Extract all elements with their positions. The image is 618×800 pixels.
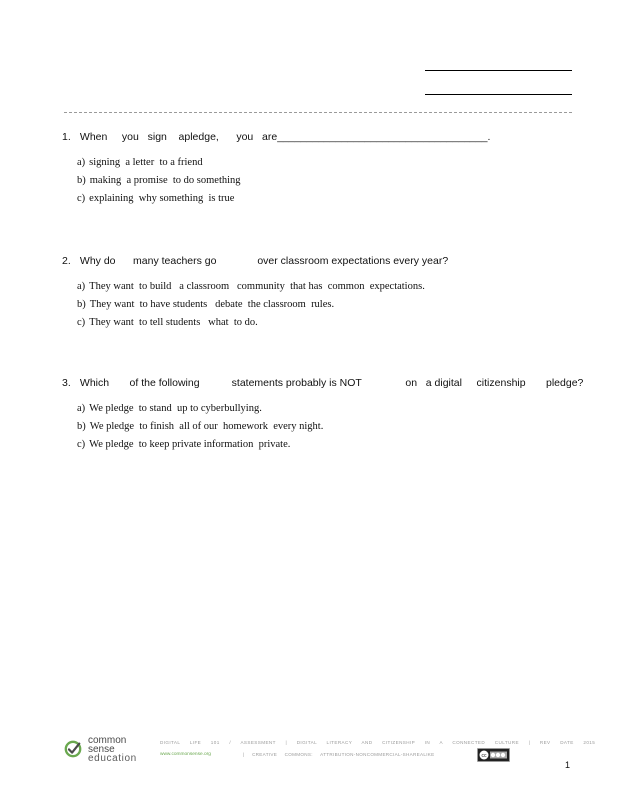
question-text: Which of the following statements probably is NOT on a digital citizenship pledge? (79, 377, 584, 389)
option-letter: c) (77, 317, 86, 328)
option-b[interactable] (77, 420, 582, 438)
option-letter: c) (77, 439, 86, 450)
option-letter: c) (77, 193, 86, 204)
checkmark-logo-icon (64, 740, 82, 758)
option-text: making a promise to do something (89, 175, 241, 186)
logo-line-2: sense (88, 744, 115, 755)
option-letter: a) (77, 281, 86, 292)
question-end: . (487, 131, 491, 143)
svg-text:cc: cc (481, 753, 487, 759)
option-letter: b) (77, 421, 86, 432)
page-number: 1 (565, 760, 571, 770)
option-text: We pledge to keep private information private. (89, 439, 291, 450)
option-b[interactable] (77, 298, 582, 316)
answer-blank[interactable]: ____________________________________ (277, 131, 488, 143)
footer-course-info: DIGITAL LIFE 101 / ASSESSMENT | DIGITAL LITERACY AND CITIZENSHIP IN A CONNECTED CULTURE | REV DATE 2015 (160, 740, 596, 745)
footer-license-text: | CREATIVE COMMONS: ATTRIBUTION-NONCOMMERCIAL-SHAREALIKE (243, 752, 435, 757)
question-heading (62, 130, 582, 144)
question-text: When you sign apledge, you are (79, 131, 278, 143)
option-text: signing a letter to a friend (89, 157, 203, 168)
question-number: 1. (62, 131, 71, 143)
question-1 (62, 130, 582, 210)
option-a[interactable] (77, 156, 582, 174)
footer-url-link[interactable]: www.commonsense.org (160, 752, 211, 757)
page-footer (0, 730, 618, 800)
question-number: 2. (62, 255, 71, 267)
creative-commons-icon (477, 748, 510, 762)
option-letter: b) (77, 299, 86, 310)
question-3 (62, 376, 582, 456)
question-2 (62, 254, 582, 334)
option-text: They want to tell students what to do. (89, 317, 258, 328)
option-text: They want to build a classroom community that has common expectations. (89, 281, 425, 292)
option-text: We pledge to finish all of our homework every night. (89, 421, 324, 432)
option-text: They want to have students debate the classroom rules. (89, 299, 335, 310)
option-c[interactable] (77, 316, 582, 334)
option-letter: b) (77, 175, 86, 186)
question-heading (62, 376, 582, 390)
question-number: 3. (62, 377, 71, 389)
logo-wordmark (88, 736, 137, 763)
option-letter: a) (77, 403, 86, 414)
option-letter: a) (77, 157, 86, 168)
answer-options (77, 280, 582, 334)
question-heading (62, 254, 582, 268)
option-a[interactable] (77, 280, 582, 298)
logo-line-3: education (88, 753, 137, 764)
dashed-separator (64, 112, 572, 113)
logo-line-1: common (88, 735, 127, 746)
date-line (425, 94, 572, 95)
answer-options (77, 402, 582, 456)
option-c[interactable] (77, 438, 582, 456)
option-a[interactable] (77, 402, 582, 420)
option-text: We pledge to stand up to cyberbullying. (89, 403, 262, 414)
common-sense-education-logo (64, 736, 154, 770)
name-line (425, 70, 572, 71)
question-text: Why do many teachers go over classroom expectations every year? (79, 255, 449, 267)
answer-options (77, 156, 582, 210)
option-c[interactable] (77, 192, 582, 210)
option-text: explaining why something is true (89, 193, 235, 204)
option-b[interactable] (77, 174, 582, 192)
